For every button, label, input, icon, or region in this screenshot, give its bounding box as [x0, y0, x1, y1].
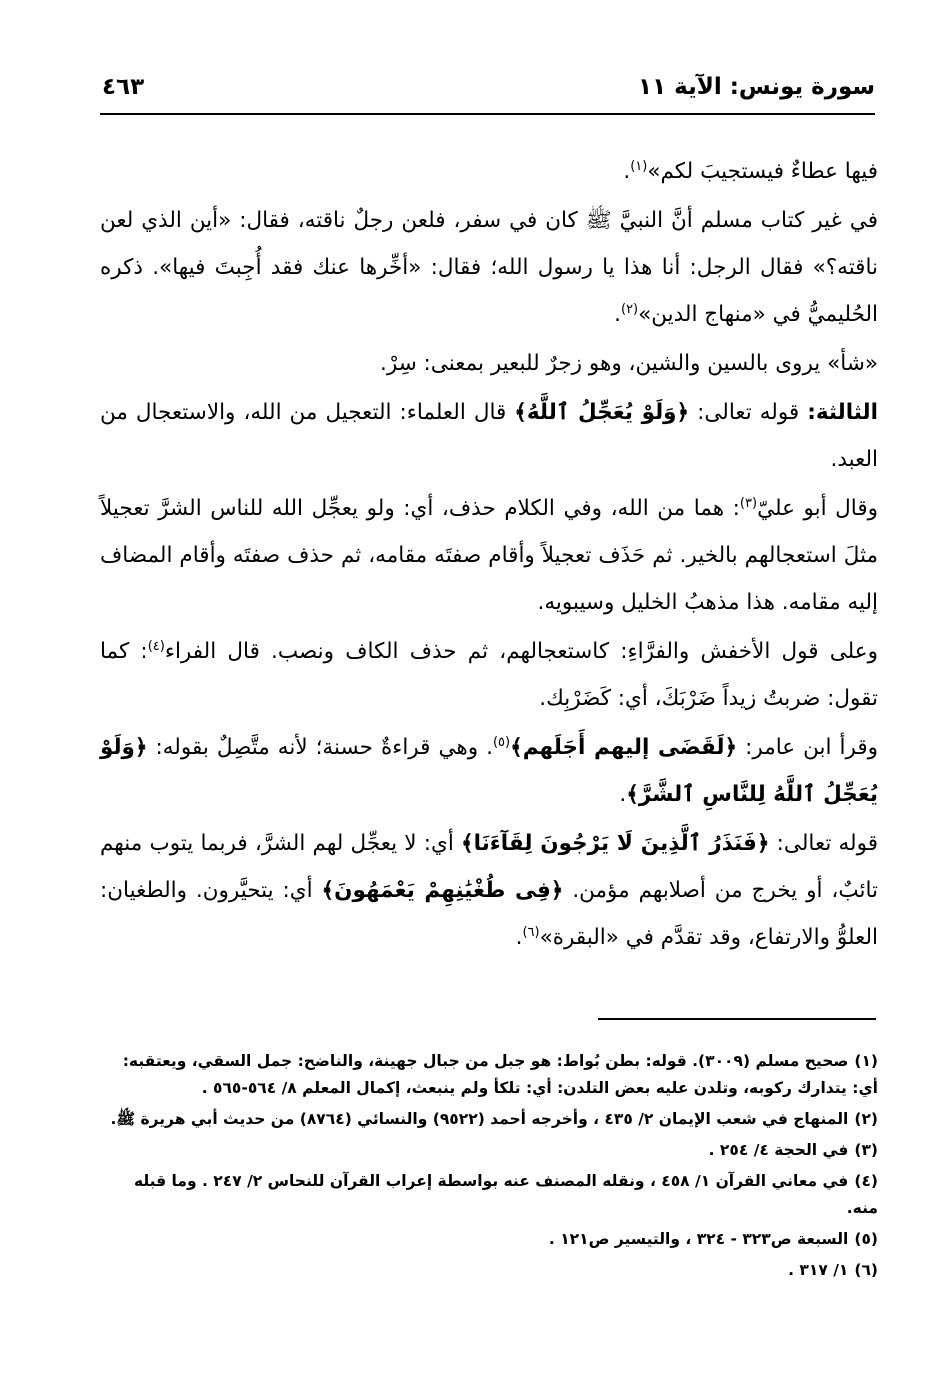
footnote-ref-6[interactable]: (٦): [522, 924, 540, 940]
paragraph-8-mid2: أي: يتحيَّرون. والطغيان: العلوُّ والارتفاع، وقد تقدَّم في «البقرة»: [100, 878, 878, 950]
footnote-text: في الحجة ٤/ ٢٥٤ .: [708, 1141, 849, 1159]
footnote-number: (٦): [854, 1261, 878, 1279]
paragraph-8: [100, 820, 878, 961]
paragraph-5-post: : هما من الله، وفي الكلام حذف، أي: ولو يعجِّل الله للناس الشرَّ تعجيلاً مثلَ استعجالهم بالخير. ثم حَذَف تعجيلاً وأقام صفتَه مقامه، ثم حذف صفتَه وأقام المضاف إليه مقامه. هذا مذهبُ الخليل وسيبويه.: [100, 496, 878, 615]
footnote-ref-5[interactable]: (٥): [492, 734, 511, 750]
footnote-text: في معاني القرآن ١/ ٤٥٨ ، ونقله المصنف عنه بواسطة إعراب القرآن للنحاس ٢/ ٢٤٧ . وما قبله منه.: [133, 1172, 878, 1217]
footnotes: [100, 1048, 878, 1288]
footnote-ref-1[interactable]: (١): [630, 158, 648, 174]
footnote-text: صحيح مسلم (٣٠٠٩). قوله: بطن بُواط: هو جبل من جبال جهينة، والناضح: جمل السقي، ويعتقبه:: [122, 1052, 849, 1070]
paragraph-7: [100, 724, 878, 818]
footnote-number: (١): [854, 1052, 878, 1070]
footnote-4: [100, 1168, 878, 1222]
main-text: [100, 148, 878, 961]
paragraph-8-pre: قوله تعالى:: [769, 831, 878, 856]
paragraph-8-mid1: أي: لا يعجِّل لهم الشرَّ، فربما يتوب منهم تائبٌ، أو يخرج من أصلابهم مؤمن.: [100, 831, 878, 903]
paragraph-4-post: قال العلماء: التعجيل من الله، والاستعجال من العبد.: [100, 400, 878, 472]
quran-verse: ﴿لَقَضَى إليهم أَجَلَهم﴾: [510, 735, 738, 760]
paragraph-7-end: .: [619, 782, 627, 807]
footnote-text: ١/ ٣١٧ .: [788, 1261, 849, 1279]
footnote-1-continued: [100, 1075, 878, 1102]
section-heading-third: الثالثة:: [807, 400, 878, 425]
footnote-ref-4[interactable]: (٤): [147, 638, 165, 654]
chapter-title: سورة يونس: الآية ١١: [638, 74, 875, 100]
paragraph-1: [100, 148, 878, 195]
paragraph-2: [100, 197, 878, 338]
paragraph-7-mid: . وهي قراءةٌ حسنة؛ لأنه متَّصِلٌ بقوله:: [147, 735, 493, 760]
paragraph-4-pre: قوله تعالى:: [689, 400, 808, 425]
paragraph-3: [100, 340, 878, 387]
footnote-3: [100, 1137, 878, 1164]
quran-verse: ﴿فَنَذَرُ ٱلَّذِينَ لَا يَرْجُونَ لِقَآءَنَا﴾: [461, 831, 770, 856]
paragraph-6-post: : كما تقول: ضربتُ زيداً ضَرْبَكَ، أي: كَضَرْبِك.: [100, 639, 878, 711]
quran-verse: ﴿فِى طُغْيَٰنِهِمْ يَعْمَهُونَ﴾: [321, 878, 564, 903]
quran-verse: ﴿وَلَوْ يُعَجِّلُ ٱللَّهُ﴾: [514, 400, 690, 425]
footnote-text: المنهاج في شعب الإيمان ٢/ ٤٣٥ ، وأخرجه أحمد (٩٥٢٢) والنسائي (٨٧٦٤) من حديث أبي هريرة ﷺ.: [110, 1110, 849, 1128]
footnote-6: [100, 1257, 878, 1284]
footnote-number: (٤): [854, 1172, 878, 1190]
quran-verse: ﴿وَلَوْ يُعَجِّلُ ٱللَّهُ لِلنَّاسِ ٱلشَّرَّ﴾: [100, 735, 878, 807]
header-rule: [100, 113, 875, 115]
footnote-text: السبعة ص٣٢٣ - ٣٢٤ ، والتيسير ص١٢١ .: [548, 1230, 849, 1248]
paragraph-6: [100, 628, 878, 722]
paragraph-2-text: في غير كتاب مسلم أنَّ النبيَّ ﷺ كان في سفر، فلعن رجلٌ ناقته، فقال: «أين الذي لعن ناقته؟» فقال الرجل: أنا هذا يا رسول الله؛ فقال: «أخِّرها عنك فقد أُجِبتَ فيها». ذكره الحُليميُّ في «منهاج الدين»: [100, 208, 878, 327]
paragraph-8-end: .: [515, 925, 523, 950]
footnote-number: (٥): [854, 1230, 878, 1248]
paragraph-2-end: .: [614, 302, 621, 327]
paragraph-1-end: .: [623, 159, 631, 184]
footnote-number: (٢): [854, 1110, 878, 1128]
footnote-1: [100, 1048, 878, 1075]
footnote-separator: [598, 1018, 876, 1020]
footnote-ref-3[interactable]: (٣): [739, 495, 758, 511]
paragraph-1-text: فيها عطاءٌ فيستجيبَ لكم»: [647, 159, 878, 184]
page-number: ٤٦٣: [102, 74, 145, 100]
footnote-text: أي: يتدارك ركوبه، وتلدن عليه بعض التلدن: أي: تلكأ ولم ينبعث، إكمال المعلم ٨/ ٥٦٤-٥٦٥ .: [201, 1079, 878, 1097]
paragraph-4: [100, 389, 878, 483]
footnote-2: [100, 1106, 878, 1133]
running-header: [100, 70, 875, 110]
paragraph-5: [100, 485, 878, 626]
paragraph-3-text: «شأ» يروى بالسين والشين، وهو زجرٌ للبعير بمعنى: سِرْ.: [380, 351, 878, 376]
paragraph-5-pre: وقال أبو عليّ: [757, 496, 878, 521]
footnote-number: (٣): [854, 1141, 878, 1159]
paragraph-7-pre: وقرأ ابن عامر:: [737, 735, 878, 760]
footnote-5: [100, 1226, 878, 1253]
paragraph-6-pre: وعلى قول الأخفش والفرَّاءِ: كاستعجالهم، ثم حذف الكاف ونصب. قال الفراء: [164, 639, 879, 664]
footnote-ref-2[interactable]: (٢): [620, 301, 639, 317]
